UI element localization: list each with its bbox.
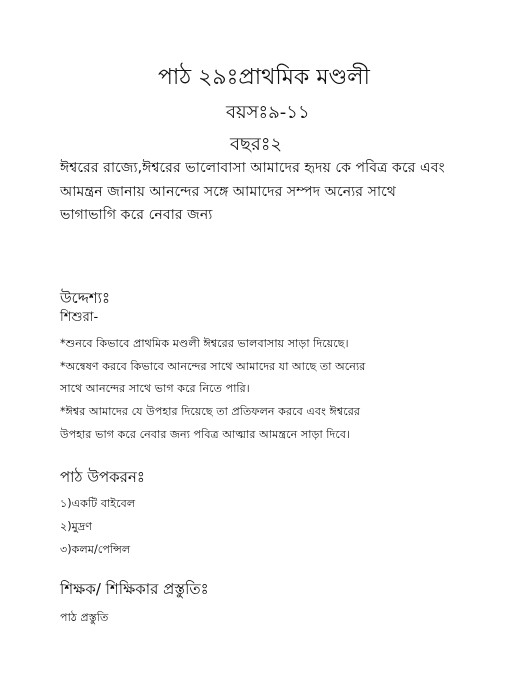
- objective-line: *ঈশ্বর আমাদের যে উপহার দিয়েছে তা প্রতিফলন করবে এবং ঈশ্বরের: [60, 405, 361, 418]
- intro-line: ঈশ্বরের রাজ্যে,ঈশ্বরের ভালোবাসা আমাদের হৃদয় কে পবিত্র করে এবং: [60, 160, 445, 176]
- objective-line: *অন্বেষণ করবে কিভাবে আনন্দের সাথে আমাদের যা আছে তা অন্যের: [60, 360, 366, 373]
- teacher-prep-heading: শিক্ষক/ শিক্ষিকার প্রস্তুতিঃ: [60, 580, 209, 598]
- material-item: ৩)কলম/পেন্সিল: [60, 543, 131, 556]
- objectives-subheading: শিশুরা-: [60, 310, 99, 325]
- intro-line: ভাগাভাগি করে নেবার জন্য: [60, 207, 213, 223]
- objective-line: সাথে আনন্দের সাথে ভাগ করে নিতে পারি।: [60, 382, 250, 395]
- lesson-title: পাঠ ২৯ঃপ্রাথমিক মণ্ডলী: [158, 65, 370, 90]
- lesson-year: বছরঃ২: [230, 134, 283, 155]
- material-item: ২)মুদ্রণ: [60, 520, 93, 533]
- objective-line: *শুনবে কিভাবে প্রাথমিক মণ্ডলী ঈশ্বরের ভালবাসায় সাড়া দিয়েছে।: [60, 337, 349, 350]
- objectives-heading: উদ্দেশ্যঃ: [60, 289, 111, 307]
- intro-line: আমন্ত্রন জানায় আনন্দের সঙ্গে আমাদের সম্পদ অন্যের সাথে: [60, 183, 396, 200]
- intro-paragraph: [60, 157, 500, 228]
- material-item: ১)একটি বাইবেল: [60, 497, 136, 510]
- teacher-prep-text: পাঠ প্রস্তুতি: [60, 611, 109, 624]
- lesson-age: বয়সঃ৯-১১: [226, 102, 310, 123]
- materials-heading: পাঠ উপকরনঃ: [60, 468, 145, 486]
- objective-line: উপহার ভাগ করে নেবার জন্য পবিত্র আত্মার আমন্ত্রনে সাড়া দিবে।: [60, 428, 351, 441]
